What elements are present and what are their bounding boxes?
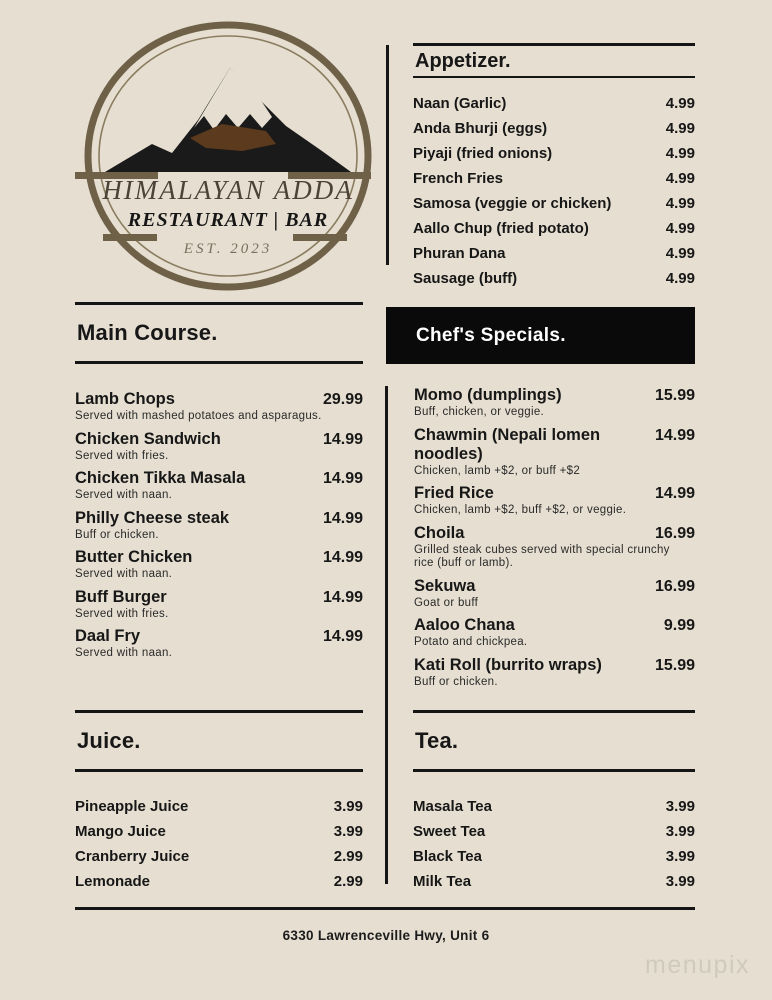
menu-item [75, 844, 363, 869]
menu-item [413, 819, 695, 844]
item-name: Phuran Dana [413, 245, 506, 262]
item-price: 15.99 [654, 656, 695, 674]
menu-item [75, 509, 363, 543]
item-name: Naan (Garlic) [413, 95, 507, 112]
menu-item [413, 116, 695, 141]
section-title: Chef's Specials. [416, 324, 566, 346]
item-name: French Fries [413, 170, 504, 187]
item-name: Choila [414, 523, 465, 542]
restaurant-name: HIMALAYAN ADDA [102, 175, 354, 205]
item-price: 4.99 [665, 120, 695, 137]
item-description: Potato and chickpea. [414, 636, 528, 648]
item-price: 3.99 [665, 848, 695, 865]
established-year: EST. 2023 [183, 241, 273, 257]
item-price: 14.99 [322, 430, 363, 448]
item-name: Milk Tea [413, 873, 472, 890]
item-description: Chicken, lamb +$2, buff +$2, or veggie. [414, 504, 627, 516]
item-description: Chicken, lamb +$2, or buff +$2 [414, 464, 581, 477]
menu-item [414, 656, 695, 690]
menu-item [413, 141, 695, 166]
item-name: Aallo Chup (fried potato) [413, 220, 589, 237]
menu-item [414, 426, 695, 479]
menu-item [414, 386, 695, 420]
restaurant-address: 6330 Lawrenceville Hwy, Unit 6 [282, 928, 490, 943]
item-price: 14.99 [654, 426, 695, 444]
item-description: Served with fries. [75, 449, 169, 462]
menu-item [414, 577, 695, 611]
item-name: Cranberry Juice [75, 848, 190, 865]
menu-item [75, 390, 363, 424]
item-price: 4.99 [665, 220, 695, 237]
item-price: 3.99 [665, 873, 695, 890]
juice-list [75, 794, 363, 894]
tea-list [413, 794, 695, 894]
item-price: 15.99 [654, 387, 695, 404]
item-price: 2.99 [333, 873, 363, 890]
item-price: 3.99 [665, 798, 695, 815]
item-price: 3.99 [333, 823, 363, 840]
menu-item [75, 548, 363, 582]
menu-item [413, 166, 695, 191]
item-name: Buff Burger [75, 587, 167, 606]
item-name: Chicken Sandwich [75, 429, 221, 448]
menu-item [414, 616, 695, 650]
item-price: 4.99 [665, 170, 695, 187]
item-price: 14.99 [322, 588, 363, 606]
item-name: Philly Cheese steak [75, 508, 230, 527]
item-name: Masala Tea [413, 798, 492, 815]
menu-item [413, 266, 695, 291]
item-description: Grilled steak cubes served with special crunchy rice (buff or lamb). [414, 543, 670, 569]
item-name: Sekuwa [414, 576, 476, 595]
item-description: Buff or chicken. [75, 528, 159, 541]
item-description: Buff or chicken. [414, 675, 498, 688]
menu-item [413, 191, 695, 216]
item-description: Served with naan. [75, 568, 173, 580]
item-price: 14.99 [654, 485, 695, 502]
restaurant-logo [70, 20, 386, 295]
section-main-course [75, 302, 363, 667]
item-name: Sausage (buff) [413, 270, 518, 287]
item-name: Pineapple Juice [75, 798, 189, 815]
chefs-specials-banner [386, 307, 695, 364]
item-price: 14.99 [322, 549, 363, 566]
menu-item [414, 524, 695, 571]
menu-item [413, 869, 695, 894]
item-name: Kati Roll (burrito wraps) [414, 655, 602, 674]
item-name: Fried Rice [414, 484, 494, 502]
chefs-specials-list [414, 386, 695, 689]
menu-item [413, 216, 695, 241]
item-price: 3.99 [333, 798, 363, 815]
item-price: 9.99 [663, 617, 695, 634]
item-name: Daal Fry [75, 627, 141, 645]
item-name: Momo (dumplings) [414, 386, 562, 404]
item-description: Goat or buff [414, 596, 479, 609]
menu-item [75, 869, 363, 894]
item-name: Lamb Chops [75, 390, 175, 408]
item-name: Lemonade [75, 873, 151, 890]
item-description: Buff, chicken, or veggie. [414, 406, 545, 418]
footer-divider [75, 907, 695, 910]
item-price: 4.99 [665, 195, 695, 212]
item-description: Served with naan. [75, 489, 173, 501]
column-divider-top [386, 45, 389, 265]
appetizer-list [413, 91, 695, 291]
section-title: Main Course. [75, 302, 363, 364]
section-juice [75, 710, 363, 894]
menu-item [413, 91, 695, 116]
item-name: Samosa (veggie or chicken) [413, 195, 612, 212]
item-price: 14.99 [322, 628, 363, 645]
menu-item [413, 241, 695, 266]
item-name: Butter Chicken [75, 548, 193, 566]
menu-item [75, 819, 363, 844]
item-price: 4.99 [665, 95, 695, 112]
item-name: Mango Juice [75, 823, 166, 840]
item-price: 29.99 [322, 391, 363, 408]
item-price: 16.99 [654, 577, 695, 595]
item-price: 14.99 [322, 509, 363, 527]
item-description: Served with naan. [75, 647, 173, 659]
menu-item [414, 484, 695, 518]
item-price: 16.99 [654, 524, 695, 542]
restaurant-type: RESTAURANT | BAR [127, 209, 329, 231]
item-price: 4.99 [665, 245, 695, 262]
item-price: 2.99 [333, 848, 363, 865]
menupix-watermark: menupix [645, 951, 750, 979]
menu-item [75, 469, 363, 503]
item-name: Chawmin (Nepali lomen noodles) [414, 425, 601, 463]
section-title: Appetizer. [413, 43, 695, 78]
item-name: Black Tea [413, 848, 482, 865]
item-price: 3.99 [665, 823, 695, 840]
menu-item [75, 627, 363, 661]
item-name: Aaloo Chana [414, 616, 515, 634]
menu-item [413, 844, 695, 869]
section-title: Tea. [413, 710, 695, 772]
column-divider-bottom [385, 386, 388, 884]
main-course-list [75, 390, 363, 661]
item-name: Chicken Tikka Masala [75, 469, 246, 487]
item-price: 4.99 [665, 145, 695, 162]
menu-item [75, 794, 363, 819]
section-appetizer [413, 43, 695, 291]
item-name: Sweet Tea [413, 823, 486, 840]
menu-item [75, 588, 363, 622]
item-name: Anda Bhurji (eggs) [413, 120, 548, 137]
menu-item [75, 430, 363, 464]
section-title: Juice. [75, 710, 363, 772]
section-tea [413, 710, 695, 894]
item-description: Served with fries. [75, 607, 169, 620]
item-price: 14.99 [322, 470, 363, 487]
section-chefs-specials [414, 386, 695, 695]
item-price: 4.99 [665, 270, 695, 287]
item-name: Piyaji (fried onions) [413, 145, 553, 162]
menu-item [413, 794, 695, 819]
item-description: Served with mashed potatoes and asparagus. [75, 410, 322, 422]
